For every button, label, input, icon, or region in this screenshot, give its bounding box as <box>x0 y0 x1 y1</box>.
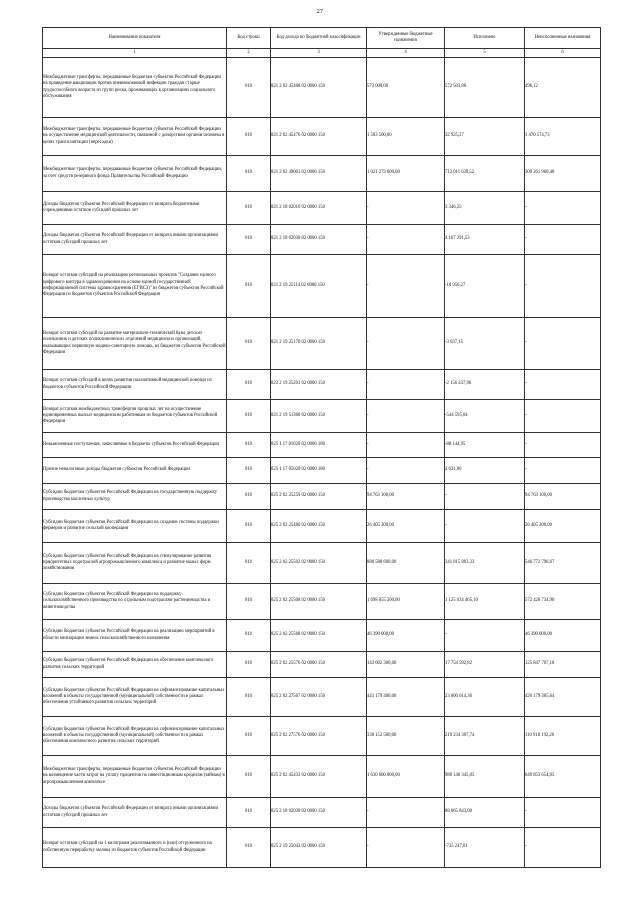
approved-amount: - <box>367 225 445 255</box>
table-body <box>43 58 601 868</box>
income-code: 825 2 02 25502 02 0000 150 <box>271 543 367 584</box>
income-code: 821 2 19 25170 02 0000 150 <box>271 318 367 370</box>
unexecuted-amount: - <box>525 400 601 433</box>
line-code: 010 <box>227 118 271 156</box>
header-indicator-name: Наименование показателя <box>43 28 227 49</box>
approved-amount: - <box>367 370 445 400</box>
unexecuted-amount: 125 847 707,18 <box>525 652 601 678</box>
indicator-name: Доходы бюджетов субъектов Российской Федерации от возврата бюджетными учреждениями остатков субсидий прошлых лет <box>43 192 227 225</box>
indicator-name: Невыясненные поступления, зачисляемые в бюджеты субъектов Российской Федерации <box>43 433 227 458</box>
line-code: 010 <box>227 58 271 118</box>
approved-amount: 94 763 100,00 <box>367 484 445 510</box>
header-income-code: Код дохода по бюджетной классификации <box>271 28 367 49</box>
indicator-name: Межбюджетные трансферты, передаваемые бюджетам субъектов Российской Федерации, за счет средств резервного фонда Правительства Российской Федерации <box>43 156 227 192</box>
executed-amount: 3 346,25 <box>445 192 525 225</box>
approved-amount: 330 152 500,00 <box>367 717 445 756</box>
indicator-name: Возврат остатков субсидий в целях развития паллиативной медицинской помощи из бюджетов субъектов Российской Федерации <box>43 370 227 400</box>
approved-amount: - <box>367 458 445 484</box>
table-row <box>43 620 601 652</box>
indicator-name: Доходы бюджетов субъектов Российской Федерации от возврата иными организациями остатков субсидий прошлых лет <box>43 798 227 828</box>
executed-amount: -735 247,01 <box>445 828 525 868</box>
indicator-name: Субсидии бюджетам субъектов Российской Федерации на обеспечение комплексного развития сельских территорий <box>43 652 227 678</box>
line-code: 010 <box>227 156 271 192</box>
indicator-name: Возврат остатков субсидий на реализацию региональных проектов "Создание единого цифрового контура в здравоохранении на основе единой государственной информационной системы здравоохранения (ЕГИСЗ)" из бюджетов субъектов Российской Федерации из бюджетов субъектов Российской Федерации <box>43 255 227 318</box>
unexecuted-amount: 496,12 <box>525 58 601 118</box>
line-code: 010 <box>227 584 271 620</box>
table-row <box>43 756 601 798</box>
income-code: 821 2 19 51360 02 0000 150 <box>271 400 367 433</box>
indicator-name: Межбюджетные трансферты, передаваемые бюджетам субъектов Российской Федерации на осуществление медицинской деятельности, связанной с донорством органов человека в целях трансплантации (пересадки) <box>43 118 227 156</box>
approved-amount: - <box>367 318 445 370</box>
table-row <box>43 318 601 370</box>
income-code: 825 2 02 25508 02 0000 150 <box>271 584 367 620</box>
approved-amount: 443 179 400,00 <box>367 678 445 717</box>
table-row <box>43 118 601 156</box>
line-code: 010 <box>227 828 271 868</box>
line-code: 010 <box>227 510 271 543</box>
executed-amount: 4 631,00 <box>445 458 525 484</box>
executed-amount: -10 956,27 <box>445 255 525 318</box>
indicator-name: Прочие неналоговые доходы бюджетов субъектов Российской Федерации <box>43 458 227 484</box>
line-code: 010 <box>227 756 271 798</box>
table-row <box>43 717 601 756</box>
approved-amount: - <box>367 192 445 225</box>
table-row <box>43 156 601 192</box>
unexecuted-amount: 46 390 000,00 <box>525 620 601 652</box>
executed-amount: 980 146 345,05 <box>445 756 525 798</box>
income-code: 821 2 02 45476 02 0000 150 <box>271 118 367 156</box>
table-row <box>43 192 601 225</box>
income-code: 825 2 02 27567 02 0000 150 <box>271 678 367 717</box>
table-row <box>43 652 601 678</box>
income-code: 821 2 02 45468 02 0000 150 <box>271 58 367 118</box>
indicator-name: Субсидии бюджетам субъектов Российской Федерации на софинансирование капитальных вложений в объекты государственной (муниципальной) собственности в рамках обеспечения комплексного развития сельских территорий <box>43 717 227 756</box>
unexecuted-amount: - <box>525 255 601 318</box>
approved-amount: - <box>367 255 445 318</box>
approved-amount: - <box>367 400 445 433</box>
budget-execution-table <box>42 27 601 868</box>
unexecuted-amount: - <box>525 798 601 828</box>
executed-amount: -2 156 437,96 <box>445 370 525 400</box>
approved-amount: 1 630 000 000,00 <box>367 756 445 798</box>
income-code: 821 2 19 25114 02 0000 150 <box>271 255 367 318</box>
indicator-name: Субсидии бюджетам субъектов Российской Федерации на создание системы поддержки фермеров и развитие сельской кооперации <box>43 510 227 543</box>
executed-amount: 572 503,88 <box>445 58 525 118</box>
approved-amount: - <box>367 798 445 828</box>
indicator-name: Субсидии бюджетам субъектов Российской Федерации на софинансирование капитальных вложений в объекты государственной (муниципальной) собственности в рамках обеспечения устойчивого развития сельских территорий <box>43 678 227 717</box>
approved-amount: 1 698 055 200,00 <box>367 584 445 620</box>
executed-amount: - <box>445 510 525 543</box>
executed-amount: 32 925,27 <box>445 118 525 156</box>
executed-amount: 712 011 639,52 <box>445 156 525 192</box>
approved-amount: - <box>367 433 445 458</box>
unexecuted-amount: - <box>525 828 601 868</box>
approved-amount: 573 000,00 <box>367 58 445 118</box>
unexecuted-amount: - <box>525 370 601 400</box>
approved-amount: 888 588 600,00 <box>367 543 445 584</box>
unexecuted-amount: 309 261 960,48 <box>525 156 601 192</box>
executed-amount: 4 167 291,53 <box>445 225 525 255</box>
unexecuted-amount: - <box>525 433 601 458</box>
line-code: 010 <box>227 225 271 255</box>
income-code: 823 2 19 25201 02 0000 150 <box>271 370 367 400</box>
executed-amount: 88 065 843,00 <box>445 798 525 828</box>
executed-amount: -88 144,95 <box>445 433 525 458</box>
indicator-name: Субсидии бюджетам субъектов Российской Федерации на поддержку сельскохозяйственного производства по отдельным подотраслям растениеводства и животноводства <box>43 584 227 620</box>
income-code: 821 2 18 02030 02 0000 150 <box>271 225 367 255</box>
table-row <box>43 400 601 433</box>
unexecuted-amount: 1 470 574,73 <box>525 118 601 156</box>
column-number: 5 <box>445 49 525 58</box>
income-code: 825 2 02 45433 02 0000 150 <box>271 756 367 798</box>
income-code: 825 2 02 25576 02 0000 150 <box>271 652 367 678</box>
table-row <box>43 543 601 584</box>
approved-amount: 46 390 000,00 <box>367 620 445 652</box>
line-code: 010 <box>227 798 271 828</box>
income-code: 821 2 02 49001 02 0000 150 <box>271 156 367 192</box>
header-line-code: Код строки <box>227 28 271 49</box>
executed-amount: -544 595,04 <box>445 400 525 433</box>
header-executed: Исполнено <box>445 28 525 49</box>
unexecuted-amount: - <box>525 458 601 484</box>
line-code: 010 <box>227 318 271 370</box>
header-unexecuted: Неисполненные назначения <box>525 28 601 49</box>
indicator-name: Субсидии бюджетам субъектов Российской Федерации на государственную поддержку производства масличных культур <box>43 484 227 510</box>
executed-amount: 341 815 803,33 <box>445 543 525 584</box>
table-row <box>43 484 601 510</box>
unexecuted-amount: 649 853 654,95 <box>525 756 601 798</box>
table-row <box>43 828 601 868</box>
unexecuted-amount: - <box>525 318 601 370</box>
line-code: 010 <box>227 370 271 400</box>
table-row <box>43 584 601 620</box>
unexecuted-amount: - <box>525 192 601 225</box>
unexecuted-amount: 546 772 796,67 <box>525 543 601 584</box>
approved-amount: 26 405 200,00 <box>367 510 445 543</box>
table-row <box>43 510 601 543</box>
unexecuted-amount: 572 420 734,90 <box>525 584 601 620</box>
unexecuted-amount: 94 763 100,00 <box>525 484 601 510</box>
column-number: 1 <box>43 49 227 58</box>
column-number: 2 <box>227 49 271 58</box>
table-row <box>43 678 601 717</box>
column-number: 3 <box>271 49 367 58</box>
unexecuted-amount: 26 405 200,00 <box>525 510 601 543</box>
line-code: 010 <box>227 678 271 717</box>
table-row <box>43 798 601 828</box>
income-code: 825 2 02 25259 02 0000 150 <box>271 484 367 510</box>
income-code: 825 2 18 02030 02 0000 150 <box>271 798 367 828</box>
indicator-name: Субсидии бюджетам субъектов Российской Федерации на стимулирование развития приоритетных подотраслей агропромышленного комплекса и развитие малых форм хозяйствования <box>43 543 227 584</box>
income-code: 825 1 17 01020 02 0000 180 <box>271 433 367 458</box>
income-code: 825 1 17 05020 02 0000 180 <box>271 458 367 484</box>
approved-amount: - <box>367 828 445 868</box>
table-row <box>43 370 601 400</box>
indicator-name: Субсидии бюджетам субъектов Российской Федерации на реализацию мероприятий в области мелиорации земель сельскохозяйственного назначения <box>43 620 227 652</box>
unexecuted-amount: 110 918 192,26 <box>525 717 601 756</box>
column-number: 6 <box>525 49 601 58</box>
indicator-name: Межбюджетные трансферты, передаваемые бюджетам субъектов Российской Федерации на возмещение части затрат на уплату процентов по инвестиционным кредитам (займам) в агропромышленном комплексе <box>43 756 227 798</box>
line-code: 010 <box>227 484 271 510</box>
line-code: 010 <box>227 652 271 678</box>
executed-amount: - <box>445 620 525 652</box>
unexecuted-amount: - <box>525 225 601 255</box>
approved-amount: 143 602 300,00 <box>367 652 445 678</box>
column-number: 4 <box>367 49 445 58</box>
indicator-name: Межбюджетные трансферты, передаваемые бюджетам субъектов Российской Федерации на проведение вакцинации против пневмококковой инфекции граждан старше трудоспособного возраста из групп риска, проживающих в организациях социального обслуживания <box>43 58 227 118</box>
income-code: 825 2 02 25568 02 0000 150 <box>271 620 367 652</box>
line-code: 010 <box>227 458 271 484</box>
page-number: 27 <box>316 9 324 15</box>
table-row <box>43 255 601 318</box>
executed-amount: 23 000 014,36 <box>445 678 525 717</box>
executed-amount: - <box>445 484 525 510</box>
unexecuted-amount: 420 179 385,64 <box>525 678 601 717</box>
income-code: 825 2 02 27576 02 0000 150 <box>271 717 367 756</box>
indicator-name: Возврат остатков субсидий на развитие материально-технической базы детских поликлиник и детских поликлинических отделений медицинских организаций, оказывающих первичную медико-санитарную помощь, из бюджетов субъектов Российской Федерации <box>43 318 227 370</box>
line-code: 010 <box>227 192 271 225</box>
table-row <box>43 433 601 458</box>
executed-amount: 17 754 592,82 <box>445 652 525 678</box>
table-row <box>43 225 601 255</box>
indicator-name: Доходы бюджетов субъектов Российской Федерации от возврата иными организациями остатков субсидий прошлых лет <box>43 225 227 255</box>
column-number-row <box>43 49 601 58</box>
income-code: 821 2 18 02010 02 0000 150 <box>271 192 367 225</box>
income-code: 825 2 02 25480 02 0000 150 <box>271 510 367 543</box>
line-code: 010 <box>227 717 271 756</box>
line-code: 010 <box>227 433 271 458</box>
executed-amount: 1 125 634 465,10 <box>445 584 525 620</box>
line-code: 010 <box>227 255 271 318</box>
approved-amount: 1 021 273 600,00 <box>367 156 445 192</box>
header-approved: Утвержденные бюджетные назначения <box>367 28 445 49</box>
indicator-name: Возврат остатков субсидий на 1 килограмм реализованного и (или) отгруженного на собственную переработку молока из бюджетов субъектов Российской Федерации <box>43 828 227 868</box>
header-row <box>43 28 601 49</box>
table-row <box>43 58 601 118</box>
table-row <box>43 458 601 484</box>
income-code: 825 2 19 25043 02 0000 150 <box>271 828 367 868</box>
line-code: 010 <box>227 400 271 433</box>
line-code: 010 <box>227 620 271 652</box>
line-code: 010 <box>227 543 271 584</box>
executed-amount: 219 234 307,74 <box>445 717 525 756</box>
executed-amount: -3 037,15 <box>445 318 525 370</box>
approved-amount: 1 503 500,00 <box>367 118 445 156</box>
indicator-name: Возврат остатков межбюджетных трансфертов прошлых лет на осуществление единовременных выплат медицинским работникам из бюджетов субъектов Российской Федерации <box>43 400 227 433</box>
